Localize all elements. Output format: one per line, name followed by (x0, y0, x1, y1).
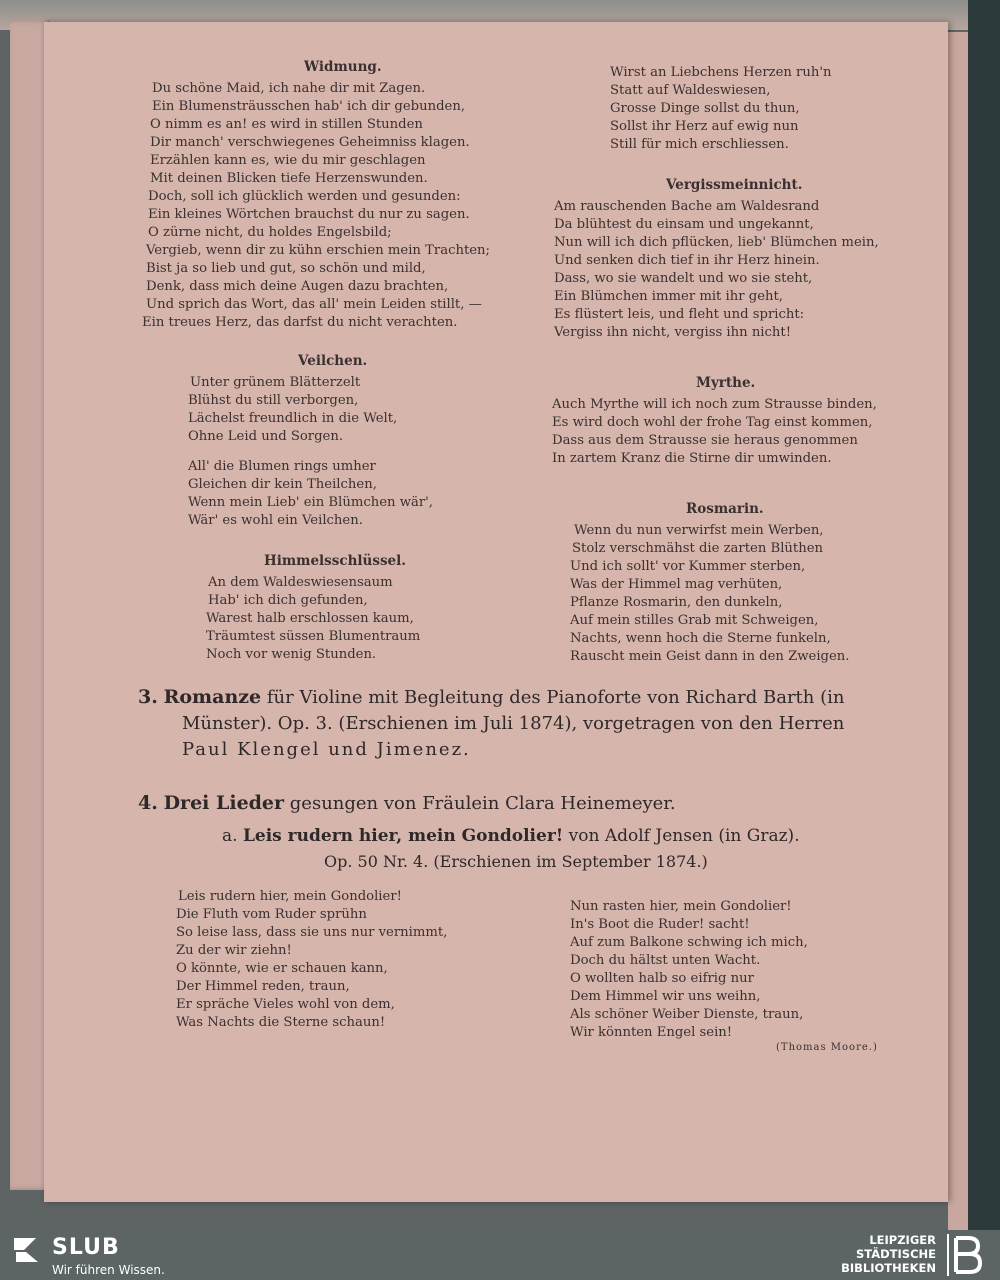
poem-line: Vergieb, wenn dir zu kühn erschien mein Trachten; (146, 243, 490, 258)
poem-line: O zürne nicht, du holdes Engelsbild; (148, 225, 392, 240)
poem-line: Ein Blümchen immer mit ihr geht, (554, 289, 783, 304)
poem-line: Leis rudern hier, mein Gondolier! (178, 889, 402, 904)
slub-logo-icon[interactable] (12, 1236, 40, 1264)
poem-line: Doch, soll ich glücklich werden und gesunden: (148, 189, 461, 204)
poem-line: Und ich sollt' vor Kummer sterben, (570, 559, 806, 574)
poem-title: Myrthe. (696, 375, 756, 391)
poem-title: Rosmarin. (686, 501, 764, 517)
poem-widmung (142, 58, 526, 332)
sub-item-text: Op. 50 Nr. 4. (Erschienen im September 1874.) (324, 852, 708, 871)
poem-line: Er spräche Vieles wohl von dem, (176, 997, 395, 1012)
poem-line: Vergiss ihn nicht, vergiss ihn nicht! (554, 325, 792, 340)
poem-gondolier-left (176, 888, 496, 1032)
poem-line: Still für mich erschliessen. (610, 137, 789, 152)
programme-item-4 (138, 790, 908, 875)
poem-line: Wirst an Liebchens Herzen ruh'n (610, 65, 832, 80)
poem-line: So leise lass, dass sie uns nur vernimmt, (176, 925, 448, 940)
lsb-line: STÄDTISCHE (855, 1247, 936, 1261)
item-heading: Drei Lieder (163, 792, 285, 814)
item-heading: Romanze (163, 686, 262, 708)
item-text: Münster). Op. 3. (Erschienen im Juli 1874), vorgetragen von den Herren (182, 713, 845, 734)
poem-line: Es wird doch wohl der frohe Tag einst kommen, (552, 415, 873, 430)
slub-name[interactable]: SLUB (52, 1235, 120, 1260)
poem-line: Es flüstert leis, und fleht und spricht: (554, 307, 805, 322)
poem-line: Auch Myrthe will ich noch zum Strausse binden, (552, 397, 877, 412)
poem-line: Träumtest süssen Blumentraum (206, 629, 421, 644)
poem-line: Nun rasten hier, mein Gondolier! (570, 899, 792, 914)
poem-line: Nun will ich dich pflücken, lieb' Blümchen mein, (554, 235, 879, 250)
lsb-line: BIBLIOTHEKEN (841, 1261, 936, 1275)
poem-line: Mit deinen Blicken tiefe Herzenswunden. (150, 171, 428, 186)
poem-line: Was Nachts die Sterne schaun! (176, 1015, 386, 1030)
poem-line: Und sprich das Wort, das all' mein Leiden stillt, — (146, 297, 482, 312)
poem-line: Ein treues Herz, das darfst du nicht verachten. (142, 315, 458, 330)
poem-gondolier-right (570, 898, 850, 1042)
sub-item-text: von Adolf Jensen (in Graz). (568, 826, 800, 846)
poem-line: Als schöner Weiber Dienste, traun, (570, 1007, 804, 1022)
poem-line: Da blühtest du einsam und ungekannt, (554, 217, 814, 232)
lsb-logo-text[interactable] (841, 1233, 936, 1275)
poem-line: Nachts, wenn hoch die Sterne funkeln, (570, 631, 831, 646)
poem-line: Du schöne Maid, ich nahe dir mit Zagen. (152, 81, 426, 96)
poem-line: Blühst du still verborgen, (188, 393, 359, 408)
poem-line: Was der Himmel mag verhüten, (570, 577, 783, 592)
sub-item-prefix: a. (222, 826, 238, 846)
item-text: für Violine mit Begleitung des Pianoforte von Richard Barth (in (266, 687, 845, 708)
poem-line: Auf mein stilles Grab mit Schweigen, (570, 613, 819, 628)
poem-line: Lächelst freundlich in die Welt, (188, 411, 398, 426)
poem-line: Hab' ich dich gefunden, (208, 593, 368, 608)
poem-myrthe (552, 374, 912, 468)
item-text: gesungen von Fräulein Clara Heinemeyer. (289, 793, 676, 814)
poem-line: Wenn du nun verwirfst mein Werben, (574, 523, 824, 538)
poem-line: Gleichen dir kein Theilchen, (188, 477, 377, 492)
poem-veilchen (188, 352, 488, 530)
poem-line: Wär' es wohl ein Veilchen. (188, 513, 363, 528)
poem-rosmarin (570, 500, 890, 666)
poem-line: In zartem Kranz die Stirne dir umwinden. (552, 451, 832, 466)
poem-line: Und senken dich tief in ihr Herz hinein. (554, 253, 820, 268)
poem-line: Unter grünem Blätterzelt (190, 375, 361, 390)
poem-line: Erzählen kann es, wie du mir geschlagen (150, 153, 426, 168)
poem-line: Dem Himmel wir uns weihn, (570, 989, 761, 1004)
poem-line: Noch vor wenig Stunden. (206, 647, 377, 662)
poem-title: Himmelsschlüssel. (264, 553, 406, 569)
poem-line: Wenn mein Lieb' ein Blümchen wär', (188, 495, 433, 510)
poem-line: Dass, wo sie wandelt und wo sie steht, (554, 271, 813, 286)
book-cover-edge (968, 0, 1000, 1230)
item-number: 3. (138, 686, 158, 708)
poem-line: Zu der wir ziehn! (176, 943, 292, 958)
poem-line: Doch du hältst unten Wacht. (570, 953, 761, 968)
lsb-b-logo-icon[interactable] (946, 1234, 990, 1276)
poem-line: O wollten halb so eifrig nur (570, 971, 754, 986)
attribution: (Thomas Moore.) (776, 1042, 878, 1053)
poem-line: Statt auf Waldeswiesen, (610, 83, 771, 98)
poem-line: In's Boot die Ruder! sacht! (570, 917, 750, 932)
stanza-gap (188, 446, 488, 458)
poem-line: Dass aus dem Strausse sie heraus genommen (552, 433, 858, 448)
poem-line: Pflanze Rosmarin, den dunkeln, (570, 595, 783, 610)
poem-line: All' die Blumen rings umher (188, 459, 376, 474)
poem-line: Wir könnten Engel sein! (570, 1025, 733, 1040)
poem-title: Vergissmeinnicht. (666, 177, 803, 193)
poem-line: Ohne Leid und Sorgen. (188, 429, 344, 444)
poem-line: Am rauschenden Bache am Waldesrand (554, 199, 820, 214)
poem-line: O nimm es an! es wird in stillen Stunden (150, 117, 423, 132)
poem-widmung-continued (610, 64, 890, 154)
poem-line: Bist ja so lieb und gut, so schön und mild, (146, 261, 426, 276)
poem-line: Warest halb erschlossen kaum, (206, 611, 414, 626)
poem-line: Grosse Dinge sollst du thun, (610, 101, 800, 116)
poem-line: Auf zum Balkone schwing ich mich, (570, 935, 808, 950)
item-number: 4. (138, 792, 158, 814)
programme-item-3 (138, 684, 908, 763)
lsb-line: LEIPZIGER (869, 1233, 936, 1247)
poem-title: Veilchen. (298, 353, 368, 369)
poem-line: Die Fluth vom Ruder sprühn (176, 907, 367, 922)
poem-vergissmeinnicht (554, 176, 914, 342)
poem-line: Der Himmel reden, traun, (176, 979, 350, 994)
slub-claim: Wir führen Wissen. (52, 1263, 165, 1277)
item-text: Paul Klengel und Jimenez. (182, 739, 471, 760)
poem-line: Sollst ihr Herz auf ewig nun (610, 119, 799, 134)
poem-himmelsschluessel (206, 552, 466, 664)
poem-line: Dir manch' verschwiegenes Geheimniss klagen. (150, 135, 470, 150)
poem-line: Rauscht mein Geist dann in den Zweigen. (570, 649, 850, 664)
poem-title: Widmung. (304, 59, 382, 75)
footer-bar (0, 1230, 1000, 1280)
poem-line: Ein kleines Wörtchen brauchst du nur zu sagen. (148, 207, 470, 222)
poem-line: O könnte, wie er schauen kann, (176, 961, 388, 976)
poem-line: Stolz verschmähst die zarten Blüthen (572, 541, 824, 556)
poem-line: An dem Waldeswiesensaum (208, 575, 393, 590)
sub-item-title: Leis rudern hier, mein Gondolier! (242, 826, 564, 846)
poem-line: Denk, dass mich deine Augen dazu brachten, (146, 279, 449, 294)
poem-line: Ein Blumensträusschen hab' ich dir gebunden, (152, 99, 466, 114)
